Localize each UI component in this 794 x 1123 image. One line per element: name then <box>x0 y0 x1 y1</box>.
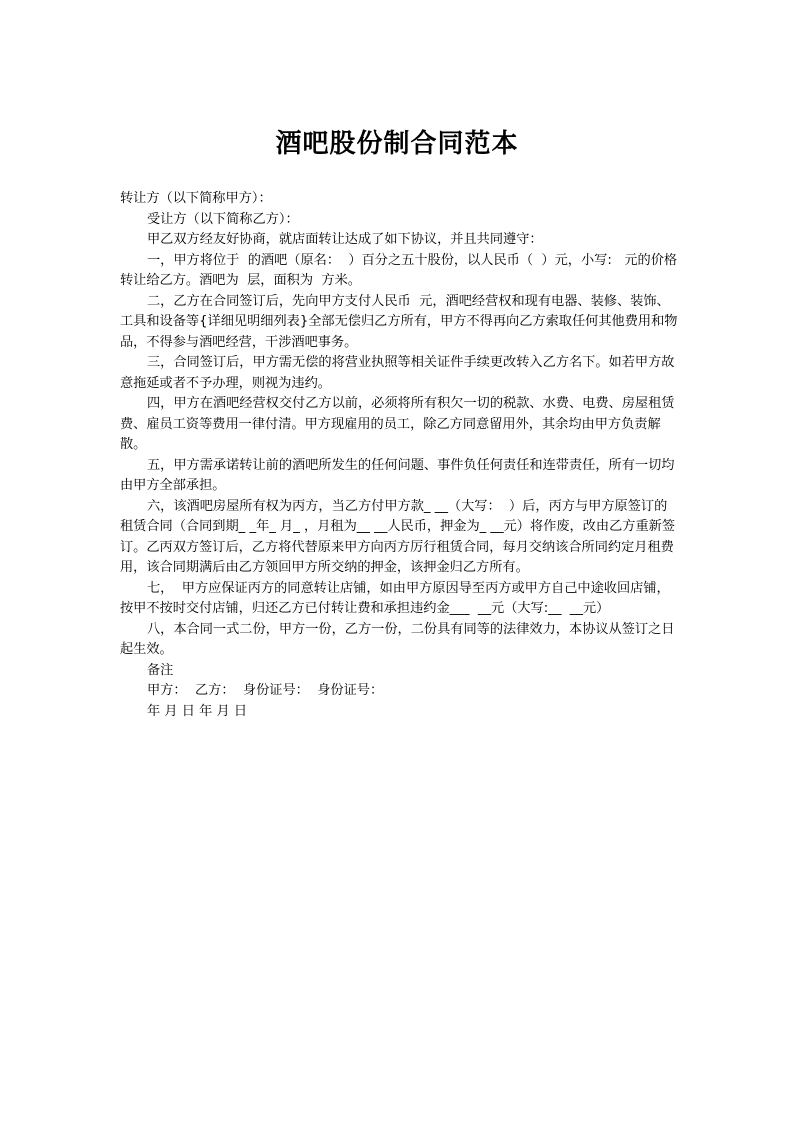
signature-line: 甲方： 乙方： 身份证号： 身份证号： <box>147 683 384 698</box>
paragraph-clause-4: 四，甲方在酒吧经营权交付乙方以前，必须将所有积欠一切的税款、水费、电费、房屋租赁费、雇员工资等费用一律付清。甲方现雇用的员工，除乙方同意留用外，其余均由甲方负责解散。 <box>120 396 675 452</box>
paragraph-clause-1: 一，甲方将位于 的酒吧（原名： ）百分之五十股份，以人民币（ ）元，小写: 元的价格转让给乙方。酒吧为 层，面积为 方米。 <box>120 252 678 288</box>
date-line: 年 月 日 年 月 日 <box>147 703 248 719</box>
paragraph-clause-5: 五，甲方需承诺转让前的酒吧所发生的任何问题、事件负任何责任和连带责任，所有一切均由甲方全部承担。 <box>120 457 675 493</box>
paragraph-preamble: 甲乙双方经友好协商，就店面转让达成了如下协议，并且共同遵守： <box>147 232 543 247</box>
paragraph-transferor: 转让方（以下简称甲方）： <box>120 191 272 206</box>
paragraph-clause-3: 三，合同签订后，甲方需无偿的将营业执照等相关证件手续更改转入乙方名下。如若甲方故意拖延或者不予办理，则视为违约。 <box>120 355 675 391</box>
paragraph-remarks: 备注 <box>147 662 174 678</box>
paragraph-transferee: 受让方（以下简称乙方）： <box>147 211 299 227</box>
paragraph-clause-2: 二，乙方在合同签订后，先向甲方支付人民币 元，酒吧经营权和现有电器、装修、装饰、工具和设备等{详细见明细列表}全部无偿归乙方所有，甲方不得再向乙方索取任何其他费用和物品，不得参与酒吧经营，干涉酒吧事务。 <box>120 293 678 350</box>
paragraph-clause-7: 七， 甲方应保证丙方的同意转让店铺，如由甲方原因导至丙方或甲方自己中途收回店铺，按甲不按时交付店铺，归还乙方已付转让费和承担违约金___ __元（大写:__ __元） <box>120 580 670 616</box>
paragraph-clause-8: 八，本合同一式二份，甲方一份，乙方一份，二份具有同等的法律效力，本协议从签订之日起生效。 <box>120 621 675 657</box>
paragraph-clause-6: 六，该酒吧房屋所有权为丙方，当乙方付甲方款_ __（大写： ）后，丙方与甲方原签订的租赁合同（合同到期_ _年_ 月_ ，月租为__ __人民币，押金为_ __元）将作废，改由乙方重新签订。乙丙双方签订后，乙方将代替原来甲方向丙方厉行租赁合同，每月交纳该合所同约定月租费用，该合同期满后由乙方领回甲方所交纳的押金，该押金归乙方所有。 <box>120 498 676 575</box>
document-title: 酒吧股份制合同范本 <box>275 129 519 159</box>
document-body <box>120 189 680 722</box>
